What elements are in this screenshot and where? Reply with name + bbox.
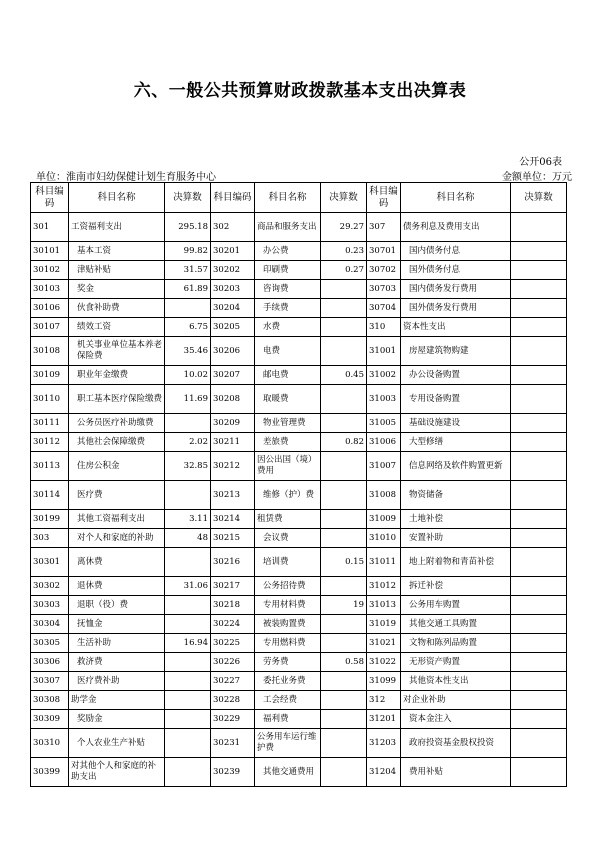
cell-name: 地上附着物和青苗补偿 — [401, 548, 511, 577]
cell-code: 31009 — [367, 510, 401, 529]
cell-amount — [321, 510, 367, 529]
table-row — [31, 577, 567, 596]
cell-name: 物业管理费 — [255, 414, 321, 433]
cell-name: 咨询费 — [255, 280, 321, 299]
cell-name: 对企业补助 — [401, 691, 511, 710]
cell-name: 安置补助 — [401, 529, 511, 548]
cell-name: 公务用车购置 — [401, 596, 511, 615]
cell-amount — [321, 280, 367, 299]
cell-name: 专用材料费 — [255, 596, 321, 615]
cell-code: 301 — [31, 213, 69, 242]
cell-amount: 0.27 — [321, 261, 367, 280]
cell-amount — [321, 577, 367, 596]
cell-name: 医疗费 — [69, 481, 165, 510]
cell-code: 30203 — [211, 280, 255, 299]
cell-name: 公务招待费 — [255, 577, 321, 596]
cell-name: 对个人和家庭的补助 — [69, 529, 165, 548]
cell-amount — [321, 452, 367, 481]
cell-amount: 3.11 — [165, 510, 211, 529]
cell-amount — [511, 481, 567, 510]
table-row — [31, 548, 567, 577]
table-row — [31, 242, 567, 261]
cell-code: 30304 — [31, 615, 69, 634]
cell-amount — [511, 710, 567, 729]
cell-name: 文物和陈列品购置 — [401, 634, 511, 653]
cell-name: 印刷费 — [255, 261, 321, 280]
cell-name: 职工基本医疗保险缴费 — [69, 385, 165, 414]
cell-code: 31008 — [367, 481, 401, 510]
cell-code: 30701 — [367, 242, 401, 261]
cell-name: 工资福利支出 — [69, 213, 165, 242]
cell-amount — [321, 634, 367, 653]
cell-name: 离休费 — [69, 548, 165, 577]
cell-name: 公务员医疗补助缴费 — [69, 414, 165, 433]
cell-amount: 31.06 — [165, 577, 211, 596]
cell-code: 30107 — [31, 318, 69, 337]
cell-amount — [165, 729, 211, 758]
header-amount-3: 决算数 — [511, 183, 567, 213]
cell-name: 物资储备 — [401, 481, 511, 510]
cell-code: 31012 — [367, 577, 401, 596]
header-amount-2: 决算数 — [321, 183, 367, 213]
cell-amount — [511, 452, 567, 481]
cell-amount — [321, 481, 367, 510]
cell-name: 津贴补贴 — [69, 261, 165, 280]
page-title: 六、一般公共预算财政拨款基本支出决算表 — [133, 81, 467, 101]
cell-code: 30213 — [211, 481, 255, 510]
table-row — [31, 672, 567, 691]
cell-code: 30218 — [211, 596, 255, 615]
cell-code: 30301 — [31, 548, 69, 577]
table-row — [31, 280, 567, 299]
table-row — [31, 596, 567, 615]
cell-code: 30114 — [31, 481, 69, 510]
cell-amount — [511, 615, 567, 634]
cell-name: 委托业务费 — [255, 672, 321, 691]
cell-code: 31204 — [367, 758, 401, 787]
cell-code: 30211 — [211, 433, 255, 452]
cell-code: 30214 — [211, 510, 255, 529]
cell-amount — [511, 672, 567, 691]
cell-name: 资本性支出 — [401, 318, 511, 337]
cell-code: 31005 — [367, 414, 401, 433]
cell-code: 30231 — [211, 729, 255, 758]
cell-name: 其他交通工具购置 — [401, 615, 511, 634]
cell-code: 30101 — [31, 242, 69, 261]
cell-amount — [165, 615, 211, 634]
reporting-unit: 单位：淮南市妇幼保健计划生育服务中心 — [36, 172, 216, 183]
cell-amount: 19 — [321, 596, 367, 615]
cell-code: 30229 — [211, 710, 255, 729]
cell-name: 生活补助 — [69, 634, 165, 653]
cell-code: 30225 — [211, 634, 255, 653]
table-row — [31, 710, 567, 729]
cell-name: 其他交通费用 — [255, 758, 321, 787]
cell-code: 30303 — [31, 596, 69, 615]
cell-amount: 0.58 — [321, 653, 367, 672]
cell-code: 31007 — [367, 452, 401, 481]
cell-amount — [321, 299, 367, 318]
cell-name: 国内债务发行费用 — [401, 280, 511, 299]
header-amount-1: 决算数 — [165, 183, 211, 213]
cell-code: 30208 — [211, 385, 255, 414]
cell-name: 政府投资基金股权投资 — [401, 729, 511, 758]
cell-amount — [511, 366, 567, 385]
cell-name: 办公费 — [255, 242, 321, 261]
cell-code: 30199 — [31, 510, 69, 529]
cell-name: 国内债务付息 — [401, 242, 511, 261]
table-row — [31, 366, 567, 385]
cell-code: 30215 — [211, 529, 255, 548]
cell-code: 31203 — [367, 729, 401, 758]
cell-name: 助学金 — [69, 691, 165, 710]
cell-code: 30309 — [31, 710, 69, 729]
cell-name: 大型修缮 — [401, 433, 511, 452]
table-row — [31, 529, 567, 548]
cell-name: 住房公积金 — [69, 452, 165, 481]
table-row — [31, 433, 567, 452]
table-row — [31, 634, 567, 653]
cell-name: 国外债务发行费用 — [401, 299, 511, 318]
table-body — [31, 213, 567, 787]
header-name-3: 科目名称 — [401, 183, 511, 213]
cell-amount — [511, 634, 567, 653]
cell-code: 30704 — [367, 299, 401, 318]
cell-code: 307 — [367, 213, 401, 242]
table-row — [31, 318, 567, 337]
cell-name: 个人农业生产补贴 — [69, 729, 165, 758]
table-row — [31, 299, 567, 318]
cell-amount — [511, 529, 567, 548]
cell-amount: 6.75 — [165, 318, 211, 337]
cell-code: 30226 — [211, 653, 255, 672]
cell-amount — [321, 529, 367, 548]
cell-amount: 48 — [165, 529, 211, 548]
cell-amount: 29.27 — [321, 213, 367, 242]
cell-code: 30205 — [211, 318, 255, 337]
cell-amount: 99.82 — [165, 242, 211, 261]
cell-amount — [511, 261, 567, 280]
table-row — [31, 414, 567, 433]
cell-name: 退休费 — [69, 577, 165, 596]
cell-amount — [165, 653, 211, 672]
cell-code: 30239 — [211, 758, 255, 787]
cell-amount — [321, 414, 367, 433]
cell-code: 30703 — [367, 280, 401, 299]
cell-name: 租赁费 — [255, 510, 321, 529]
cell-amount — [165, 596, 211, 615]
cell-code: 30216 — [211, 548, 255, 577]
cell-amount — [511, 577, 567, 596]
cell-amount: 10.02 — [165, 366, 211, 385]
cell-code: 30207 — [211, 366, 255, 385]
cell-code: 312 — [367, 691, 401, 710]
cell-amount — [511, 337, 567, 366]
cell-code: 30106 — [31, 299, 69, 318]
cell-amount — [165, 299, 211, 318]
cell-amount: 35.46 — [165, 337, 211, 366]
cell-amount — [165, 548, 211, 577]
cell-amount — [511, 653, 567, 672]
cell-amount — [165, 758, 211, 787]
cell-code: 310 — [367, 318, 401, 337]
table-row — [31, 385, 567, 414]
cell-amount — [321, 710, 367, 729]
cell-code: 30306 — [31, 653, 69, 672]
cell-name: 奖励金 — [69, 710, 165, 729]
cell-name: 办公设备购置 — [401, 366, 511, 385]
cell-code: 31201 — [367, 710, 401, 729]
cell-name: 无形资产购置 — [401, 653, 511, 672]
cell-amount — [321, 691, 367, 710]
cell-code: 31019 — [367, 615, 401, 634]
cell-amount — [321, 337, 367, 366]
cell-name: 信息网络及软件购置更新 — [401, 452, 511, 481]
cell-amount: 0.23 — [321, 242, 367, 261]
cell-amount — [511, 414, 567, 433]
cell-name: 培训费 — [255, 548, 321, 577]
cell-amount — [511, 242, 567, 261]
cell-amount — [321, 318, 367, 337]
cell-amount — [511, 213, 567, 242]
cell-amount: 61.89 — [165, 280, 211, 299]
cell-name: 其他工资福利支出 — [69, 510, 165, 529]
cell-amount: 31.57 — [165, 261, 211, 280]
cell-name: 房屋建筑物购建 — [401, 337, 511, 366]
cell-name: 专用燃料费 — [255, 634, 321, 653]
cell-code: 30103 — [31, 280, 69, 299]
cell-name: 会议费 — [255, 529, 321, 548]
cell-name: 劳务费 — [255, 653, 321, 672]
table-row — [31, 213, 567, 242]
cell-name: 奖金 — [69, 280, 165, 299]
cell-amount — [511, 299, 567, 318]
header-code-2: 科目编码 — [211, 183, 255, 213]
cell-name: 电费 — [255, 337, 321, 366]
cell-code: 30308 — [31, 691, 69, 710]
cell-amount — [511, 596, 567, 615]
cell-code: 31002 — [367, 366, 401, 385]
cell-code: 30702 — [367, 261, 401, 280]
cell-amount — [165, 414, 211, 433]
cell-code: 30209 — [211, 414, 255, 433]
cell-name: 费用补贴 — [401, 758, 511, 787]
cell-code: 31022 — [367, 653, 401, 672]
cell-code: 31011 — [367, 548, 401, 577]
form-number: 公开06表 — [519, 157, 562, 168]
cell-name: 对其他个人和家庭的补助支出 — [69, 758, 165, 787]
cell-name: 基本工资 — [69, 242, 165, 261]
cell-code: 30110 — [31, 385, 69, 414]
cell-amount: 0.45 — [321, 366, 367, 385]
cell-code: 30206 — [211, 337, 255, 366]
cell-code: 31001 — [367, 337, 401, 366]
cell-name: 拆迁补偿 — [401, 577, 511, 596]
cell-name: 工会经费 — [255, 691, 321, 710]
cell-amount: 32.85 — [165, 452, 211, 481]
amount-unit: 金额单位：万元 — [502, 172, 572, 183]
cell-code: 30310 — [31, 729, 69, 758]
cell-name: 债务利息及费用支出 — [401, 213, 511, 242]
table-row — [31, 337, 567, 366]
cell-code: 31099 — [367, 672, 401, 691]
table-row — [31, 691, 567, 710]
table-row — [31, 729, 567, 758]
cell-amount — [511, 280, 567, 299]
cell-name: 其他社会保障缴费 — [69, 433, 165, 452]
header-code-1: 科目编码 — [31, 183, 69, 213]
cell-name: 职业年金缴费 — [69, 366, 165, 385]
cell-name: 基础设施建设 — [401, 414, 511, 433]
cell-amount — [511, 510, 567, 529]
cell-code: 30217 — [211, 577, 255, 596]
cell-code: 302 — [211, 213, 255, 242]
cell-amount — [511, 385, 567, 414]
cell-name: 绩效工资 — [69, 318, 165, 337]
cell-code: 30227 — [211, 672, 255, 691]
cell-amount — [511, 729, 567, 758]
cell-amount — [511, 691, 567, 710]
cell-amount — [165, 481, 211, 510]
table-row — [31, 758, 567, 787]
cell-code: 30212 — [211, 452, 255, 481]
cell-name: 被装购置费 — [255, 615, 321, 634]
cell-code: 31003 — [367, 385, 401, 414]
cell-amount: 2.02 — [165, 433, 211, 452]
cell-code: 30111 — [31, 414, 69, 433]
table-row — [31, 261, 567, 280]
cell-amount: 16.94 — [165, 634, 211, 653]
cell-code: 30228 — [211, 691, 255, 710]
cell-amount — [165, 691, 211, 710]
table-row — [31, 452, 567, 481]
cell-name: 退职（役）费 — [69, 596, 165, 615]
cell-code: 30108 — [31, 337, 69, 366]
cell-name: 公务用车运行维护费 — [255, 729, 321, 758]
cell-code: 30112 — [31, 433, 69, 452]
cell-amount — [511, 758, 567, 787]
cell-name: 资本金注入 — [401, 710, 511, 729]
cell-code: 30202 — [211, 261, 255, 280]
cell-amount: 0.82 — [321, 433, 367, 452]
cell-name: 福利费 — [255, 710, 321, 729]
expenditure-table — [30, 182, 567, 787]
cell-amount — [511, 548, 567, 577]
cell-code: 30307 — [31, 672, 69, 691]
cell-code: 30204 — [211, 299, 255, 318]
cell-name: 伙食补助费 — [69, 299, 165, 318]
cell-name: 手续费 — [255, 299, 321, 318]
cell-code: 31006 — [367, 433, 401, 452]
cell-code: 30224 — [211, 615, 255, 634]
cell-amount — [321, 729, 367, 758]
table-row — [31, 615, 567, 634]
cell-name: 取暖费 — [255, 385, 321, 414]
header-name-1: 科目名称 — [69, 183, 165, 213]
cell-code: 30102 — [31, 261, 69, 280]
cell-name: 医疗费补助 — [69, 672, 165, 691]
cell-amount — [511, 433, 567, 452]
cell-name: 国外债务付息 — [401, 261, 511, 280]
table-row — [31, 510, 567, 529]
cell-amount: 295.18 — [165, 213, 211, 242]
header-code-3: 科目编码 — [367, 183, 401, 213]
header-name-2: 科目名称 — [255, 183, 321, 213]
cell-code: 31013 — [367, 596, 401, 615]
cell-name: 其他资本性支出 — [401, 672, 511, 691]
cell-code: 31010 — [367, 529, 401, 548]
cell-amount — [321, 758, 367, 787]
cell-amount — [321, 615, 367, 634]
table-row — [31, 481, 567, 510]
table-header-row — [31, 183, 567, 213]
cell-code: 30109 — [31, 366, 69, 385]
cell-code: 30305 — [31, 634, 69, 653]
cell-code: 30302 — [31, 577, 69, 596]
table-row — [31, 653, 567, 672]
cell-name: 抚恤金 — [69, 615, 165, 634]
cell-name: 机关事业单位基本养老保险费 — [69, 337, 165, 366]
cell-amount — [321, 385, 367, 414]
cell-name: 邮电费 — [255, 366, 321, 385]
cell-code: 30113 — [31, 452, 69, 481]
cell-amount: 0.15 — [321, 548, 367, 577]
cell-name: 土地补偿 — [401, 510, 511, 529]
cell-code: 30399 — [31, 758, 69, 787]
cell-name: 专用设备购置 — [401, 385, 511, 414]
cell-amount — [321, 672, 367, 691]
cell-name: 维修（护）费 — [255, 481, 321, 510]
cell-code: 303 — [31, 529, 69, 548]
cell-amount — [165, 672, 211, 691]
cell-name: 救济费 — [69, 653, 165, 672]
cell-name: 水费 — [255, 318, 321, 337]
cell-name: 因公出国（境）费用 — [255, 452, 321, 481]
cell-name: 差旅费 — [255, 433, 321, 452]
cell-code: 30201 — [211, 242, 255, 261]
cell-name: 商品和服务支出 — [255, 213, 321, 242]
cell-code: 31021 — [367, 634, 401, 653]
cell-amount: 11.69 — [165, 385, 211, 414]
cell-amount — [165, 710, 211, 729]
cell-amount — [511, 318, 567, 337]
